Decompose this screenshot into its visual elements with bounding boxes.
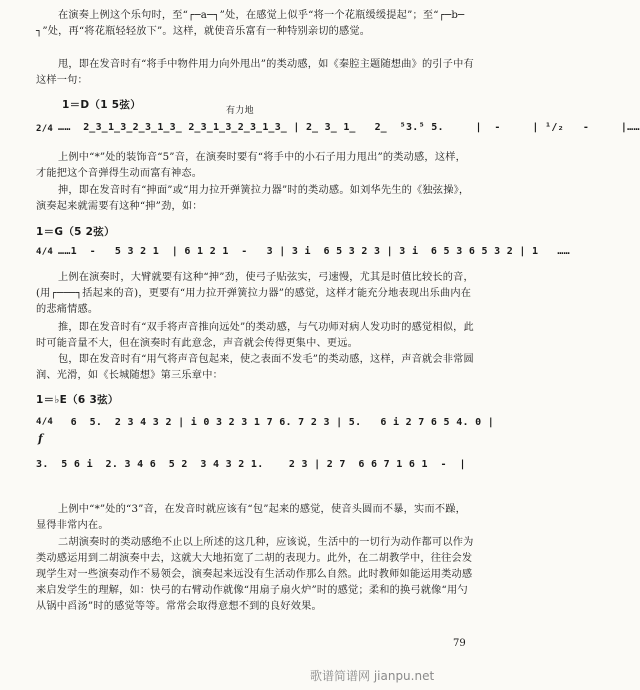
- page-number: 79: [453, 638, 466, 649]
- tempo-annotation: 有力地: [226, 106, 254, 116]
- paragraph-slur-explanation: 在演奏上例这个乐句时，至“┌─a─┐”处，在感觉上似乎“将一个花瓶缓缓提起”；至“┌─b─┐”处，再“将花瓶轻轻放下”。这样，就使音乐富有一种特别亲切的感觉。: [36, 10, 465, 37]
- key-signature: 1＝G（5 2弦）: [36, 226, 115, 238]
- paragraph-tui: 推，即在发音时有“双手将声音推向远处”的类动感，与气功师对病人发功时的感觉相似，此时可能音量不大，但在演奏时有此意念，声音就会传得更集中、更远。: [36, 322, 474, 349]
- notation-line: …… 2̲3̲1̲3̲2̲3̲1̲3̲ 2̲3̲1̲3̲2̲3̲1̲3̲ | 2̲ 3̲ 1̲ 2̲ ⁵3.⁵ 5. | - | ¹/₂ - |……: [58, 122, 640, 133]
- time-signature: 2/4: [36, 124, 54, 134]
- notation-line: ……1 - 5 3 2 1 | 6 1 2 1 - 3 | 3 i 6 5 3 2 3 | 3 i 6 5 3 6 5 3 2 | 1 ……: [58, 246, 570, 257]
- time-signature: 4/4: [36, 247, 54, 257]
- paragraph-bao-explanation: 上例中“*”处的“3”音，在发音时就应该有“包”起来的感觉，使音头圆而不暴，实而不躁，显得非常内在。: [36, 504, 466, 531]
- notation-line-2: 3. 5 6 i 2. 3 4 6 5 2 3 4 3 2 1. 2 3 | 2 7 6 6 7 1 6 1 - |: [36, 459, 466, 470]
- key-signature: 1＝D（1 5弦）: [62, 99, 141, 111]
- watermark-logo: 歌谱简谱网 jianpu.net: [310, 669, 435, 683]
- paragraph-arm: 上例在演奏时，大臂就要有这种“抻”劲，使弓子贴弦实，弓速慢，尤其是时值比较长的音，(用┌───┐括起来的音)，更要有“用力拉开弹簧拉力器”的感觉，这样才能充分地表现出乐曲内在的悲痛情感。: [36, 272, 474, 315]
- time-signature: 4/4: [36, 417, 54, 427]
- dynamic-marking: f: [38, 432, 44, 445]
- notation-line-1: 6 5. 2 3 4 3 2 | i 0 3 2 3 1 7 6. 7 2 3 | 5. 6 i 2 7 6 5 4. 0 |: [58, 417, 495, 428]
- paragraph-shuai: 甩，即在发音时有“将手中物件用力向外甩出”的类动感，如《秦腔主题随想曲》的引子中有这样一句：: [36, 59, 474, 86]
- score-example-2: [36, 226, 570, 266]
- score-example-3: [36, 394, 495, 490]
- score-example-1: [36, 99, 640, 145]
- paragraph-ornament: 上例中“*”处的装饰音“5”音，在演奏时要有“将手中的小石子用力甩出”的类动感，这样，才能把这个音弹得生动而富有神态。: [36, 152, 466, 179]
- paragraph-summary: 二胡演奏时的类动感绝不止以上所述的这几种，应该说，生活中的一切行为动作都可以作为类动感运用到二胡演奏中去，这就大大地拓宽了二胡的表现力。此外，在二胡教学中，往往会发现学生对一些演奏动作不易领会，演奏起来远没有生活动作那么自然。此时教师如能运用类动感来启发学生的理解，如：快弓的右臂动作就像“用扇子扇火炉”时的感觉；柔和的换弓就像“用勺从锅中舀汤”时的感觉等等。常常会取得意想不到的良好效果。: [36, 537, 474, 612]
- key-signature: 1＝♭E（6 3弦）: [36, 394, 119, 406]
- paragraph-chen: 抻，即在发音时有“抻面”或“用力拉开弹簧拉力器”时的类动感。如刘华先生的《独弦操》，演奏起来就需要有这种“抻”劲，如：: [36, 185, 470, 212]
- paragraph-bao: 包，即在发音时有“用气将声音包起来，使之表面不发毛”的类动感，这样，声音就会非常圆润、光滑，如《长城随想》第三乐章中：: [36, 354, 474, 381]
